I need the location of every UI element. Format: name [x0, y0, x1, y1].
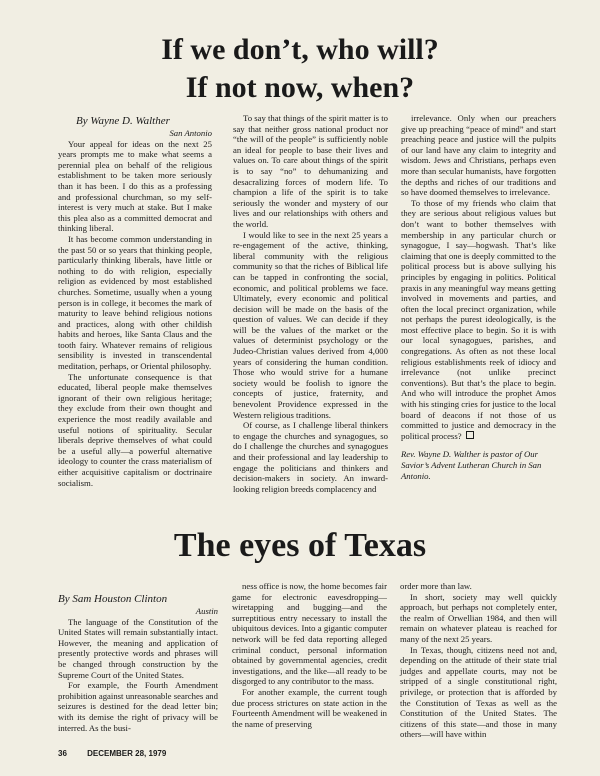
article2-col2-para2: For another example, the current tough due process strictures on state action in the Fourteenth Amendment will be weakened in the name of preserving [232, 686, 387, 729]
article2-col1-para1: The language of the Constitution of the United States will remain substantially intact. However, the meaning and application of presently protective words and phrases will be changed through construction by the Supreme Court of the United States. [58, 616, 218, 680]
article1-byline: By Wayne D. Walther [76, 115, 170, 127]
article1-column-2 [233, 113, 388, 494]
article2-col1-para2: For example, the Fourth Amendment prohibition against unreasonable searches and seizures is destined for the dead letter bin; with its demise the right of privacy will be interred. As the busi- [58, 680, 218, 733]
end-of-article-mark [466, 431, 474, 439]
article1-col2-para1: To say that things of the spirit matter is to say that neither gross national product nor “the will of the people” is sufficiently noble an ideal for people to base their lives and values on. To care about things of the spirit is to say “no” to dehumanizing and desacralizing forces of modern life. To champion a life of the spirit is to take seriously the wonder and mystery of our lives and our relationships with others and the world. [233, 113, 388, 229]
page-footer [58, 749, 184, 758]
article2-col3-para3: In Texas, though, citizens need not and, depending on the attitude of their state trial judges and appellate courts, may not be stripped of a single constitutional right, privilege, or protection that is afforded by the Constitution of Texas as well as the Constitution of the United States. The citizens of this state—and those in many others—will have within [400, 644, 557, 740]
article1-col2-para2: I would like to see in the next 25 years a re-engagement of the active, thinking, liberal community with the religious community so that the riches of Biblical life can be tapped in confronting the social, economic, and political problems we face. Ultimately, every economic and political decision will be made on the basis of the question of values. We can decide if they will be the values of the market or the values of determinist psychology or the Judeo-Christian values derived from 4,000 years of considering the human condition. Those who would strive for a humane society would be foolish to ignore the concepts of justice, fraternity, and benevolent Providence expressed in the Western religious traditions. [233, 229, 388, 420]
article2-col2-para1: ness office is now, the home becomes fair game for electronic eavesdropping—wiretapping and bugging—and the surreptitious entry necessary to install the ubiquitous devices. Into a gigantic computer network will be fed data reporting alleged criminal conduct, personal information obtained by governmental agencies, credit investigations, and the like—all ready to be disgorged to any contributor to the mass. [232, 581, 387, 687]
article1-col1-para2: It has become common understanding in the past 50 or so years that thinking people, particularly thinking liberals, have little or nothing to do with religion, especially religion as evidenced by most established churches. Sometime, usually when a young person is in college, it becomes the mark of maturity to leave behind religious notions and practices, along with other childish habits and heroes, like Santa Claus and the tooth fairy. Whatever remains of religious sensibility is invested in transcendental meditation, perhaps, or Oriental philosophy. [58, 233, 212, 372]
article1-col1-para1: Your appeal for ideas on the next 25 years prompts me to make what seems a perennial plea on behalf of the religious establishment to be taken more seriously than it has been. I do this as a professing and professional churchman, so my self-interest is very much at stake. But I make this plea also as a committed democrat and thinking liberal. [58, 138, 212, 234]
article1-author-bio: Rev. Wayne D. Walther is pastor of Our Savior’s Advent Lutheran Church in San Antonio. [401, 449, 542, 481]
article1-col1-para3: The unfortunate consequence is that educated, liberal people make themselves ignorant of their own religious heritage; they exclude from their own thought and experience the most readily available and useful notions of spirituality. Secular liberals deprive themselves of what could be a useful ally—a powerful alternative ideology to counter the crass materialism of either acquisitive capitalism or doctrinaire socialism. [58, 371, 212, 488]
article2-col3-para1: order more than law. [400, 581, 472, 591]
article1-title-line2: If not now, when? [185, 71, 415, 104]
article1-dateline: San Antonio [169, 128, 212, 138]
page-number: 36 [58, 749, 67, 758]
article1-column-1 [58, 114, 212, 488]
article2-col3-para2: In short, society may well quickly approach, but perhaps not completely enter, the realm of Orwellian 1984, and then will remain on whatever plateau is reached for many of the next 25 years. [400, 591, 557, 644]
article1-col3-para1: irrelevance. Only when our preachers give up preaching “peace of mind” and start preaching peace and justice will the pulpits of our land have any claim to integrity and wisdom. Jews and Christians, perhaps even more than secular humanists, have forgotten the depths and riches of our traditions and so have doomed themselves to irrelevance. [401, 113, 556, 198]
article2-title: The eyes of Texas [173, 527, 427, 564]
article1-col3-para2: To those of my friends who claim that they are serious about religious values but don’t want to bother themselves with membership in any particular church or synagogue, I say—hogwash. That’s like claiming that one is deeply committed to the political process but is above sullying his principles by engaging in politics. Political praxis in any meaningful way means getting involved in movements and parties, and often the local precinct organization, while not perhaps the purest ideologically, is the most effective place to begin. So it is with our local synagogues, parishes, and congregations. As often as not these local religious establishments reek of idiocy and irrelevance (not unlike precinct conventions). But that’s the place to begin. And who will introduce the prophet Amos with his stinging cries for justice to the local board of deacons if not those of us committed to justice and democracy in the political process? [401, 197, 556, 441]
article2-byline: By Sam Houston Clinton [58, 593, 168, 605]
article2-column-3 [400, 581, 557, 743]
article2-column-2 [232, 581, 387, 741]
issue-date: DECEMBER 28, 1979 [87, 749, 167, 758]
article1-column-3 [401, 113, 556, 481]
article2-column-1 [58, 592, 218, 742]
article1-col2-para3: Of course, as I challenge liberal thinkers to engage the churches and synagogues, so do I challenge the churches and synagogues and their professional and lay leadership to engage the politicians and thinkers and decision-makers in society. An inward-looking religion breeds complacency and [233, 420, 388, 494]
article1-title-line1: If we don’t, who will? [161, 33, 439, 66]
article2-dateline: Austin [195, 606, 218, 616]
